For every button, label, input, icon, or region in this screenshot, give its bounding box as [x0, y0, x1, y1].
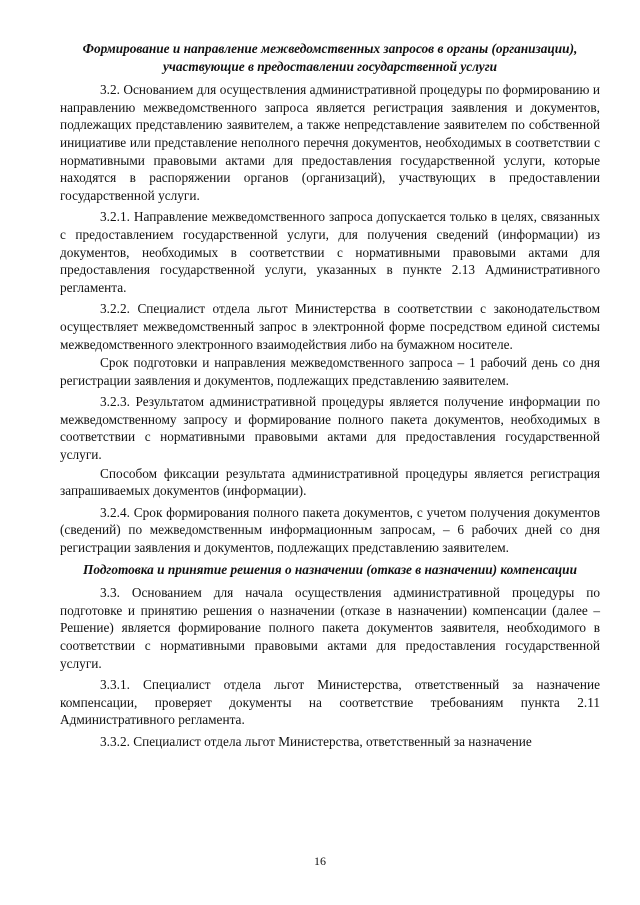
- section-heading-decision: Подготовка и принятие решения о назначении (отказе в назначении) компенсации: [83, 561, 577, 577]
- section-heading-interagency-requests: Формирование и направление межведомственных запросов в органы (организации), участвующие в предоставлении государственной услуги: [82, 41, 578, 74]
- paragraph-3-3-1: 3.3.1. Специалист отдела льгот Министерства, ответственный за назначение компенсации, проверяет документы на соответствие требованиям пункта 2.11 Административного регламента.: [60, 677, 600, 728]
- paragraph-3-3: 3.3. Основанием для начала осуществления административной процедуры по подготовке и принятию решения о назначении (отказе в назначении) компенсации (далее – Решение) является формирование полного пакета документов заявителя, необходимого в соответствии с нормативными правовыми актами для предоставления государственной услуги.: [60, 585, 600, 671]
- document-page: [60, 40, 600, 755]
- paragraph-3-2-4: 3.2.4. Срок формирования полного пакета документов, с учетом получения документов (сведений) по межведомственным информационным запросам, – 6 рабочих дней со дня регистрации заявления и документов, подлежащих представлению заявителем.: [60, 504, 600, 556]
- paragraph-fixation-method: Способом фиксации результата административной процедуры является регистрация запрашиваемых документов (информации).: [60, 465, 600, 499]
- paragraph-request-deadline: Срок подготовки и направления межведомственного запроса – 1 рабочий день со дня регистрации заявления и документов, подлежащих представлению заявителем.: [60, 355, 600, 388]
- paragraph-3-3-2: 3.3.2. Специалист отдела льгот Министерства, ответственный за назначение: [100, 733, 532, 749]
- paragraph-3-2-3: 3.2.3. Результатом административной процедуры является получение информации по межведомственному запросу и формирование полного пакета документов, необходимых в соответствии с нормативными правовыми актами для предоставления государственной услуги.: [60, 394, 600, 463]
- paragraph-3-2-2: 3.2.2. Специалист отдела льгот Министерства в соответствии с законодательством осуществляет межведомственный запрос в электронной форме посредством единой системы межведомственного электронного взаимодействия либо на бумажном носителе.: [60, 301, 600, 352]
- paragraph-3-2: 3.2. Основанием для осуществления административной процедуры по формированию и направлению межведомственного запроса является регистрация заявления и документов, подлежащих представлению заявителем, а также непредставление заявителем по собственной инициативе или представление неполного перечня документов, необходимых в соответствии с нормативными правовыми актами для предоставления государственной услуги, которые находятся в распоряжении органов (организаций), участвующих в предоставлении государственной услуги.: [60, 82, 600, 203]
- page-number: 16: [314, 854, 326, 868]
- paragraph-3-2-1: 3.2.1. Направление межведомственного запроса допускается только в целях, связанных с предоставлением государственной услуги, для получения сведений (информации) из документов, необходимых в соответствии с нормативными правовыми актами для предоставления государственной услуги, указанных в пункте 2.13 Административного регламента.: [60, 209, 600, 295]
